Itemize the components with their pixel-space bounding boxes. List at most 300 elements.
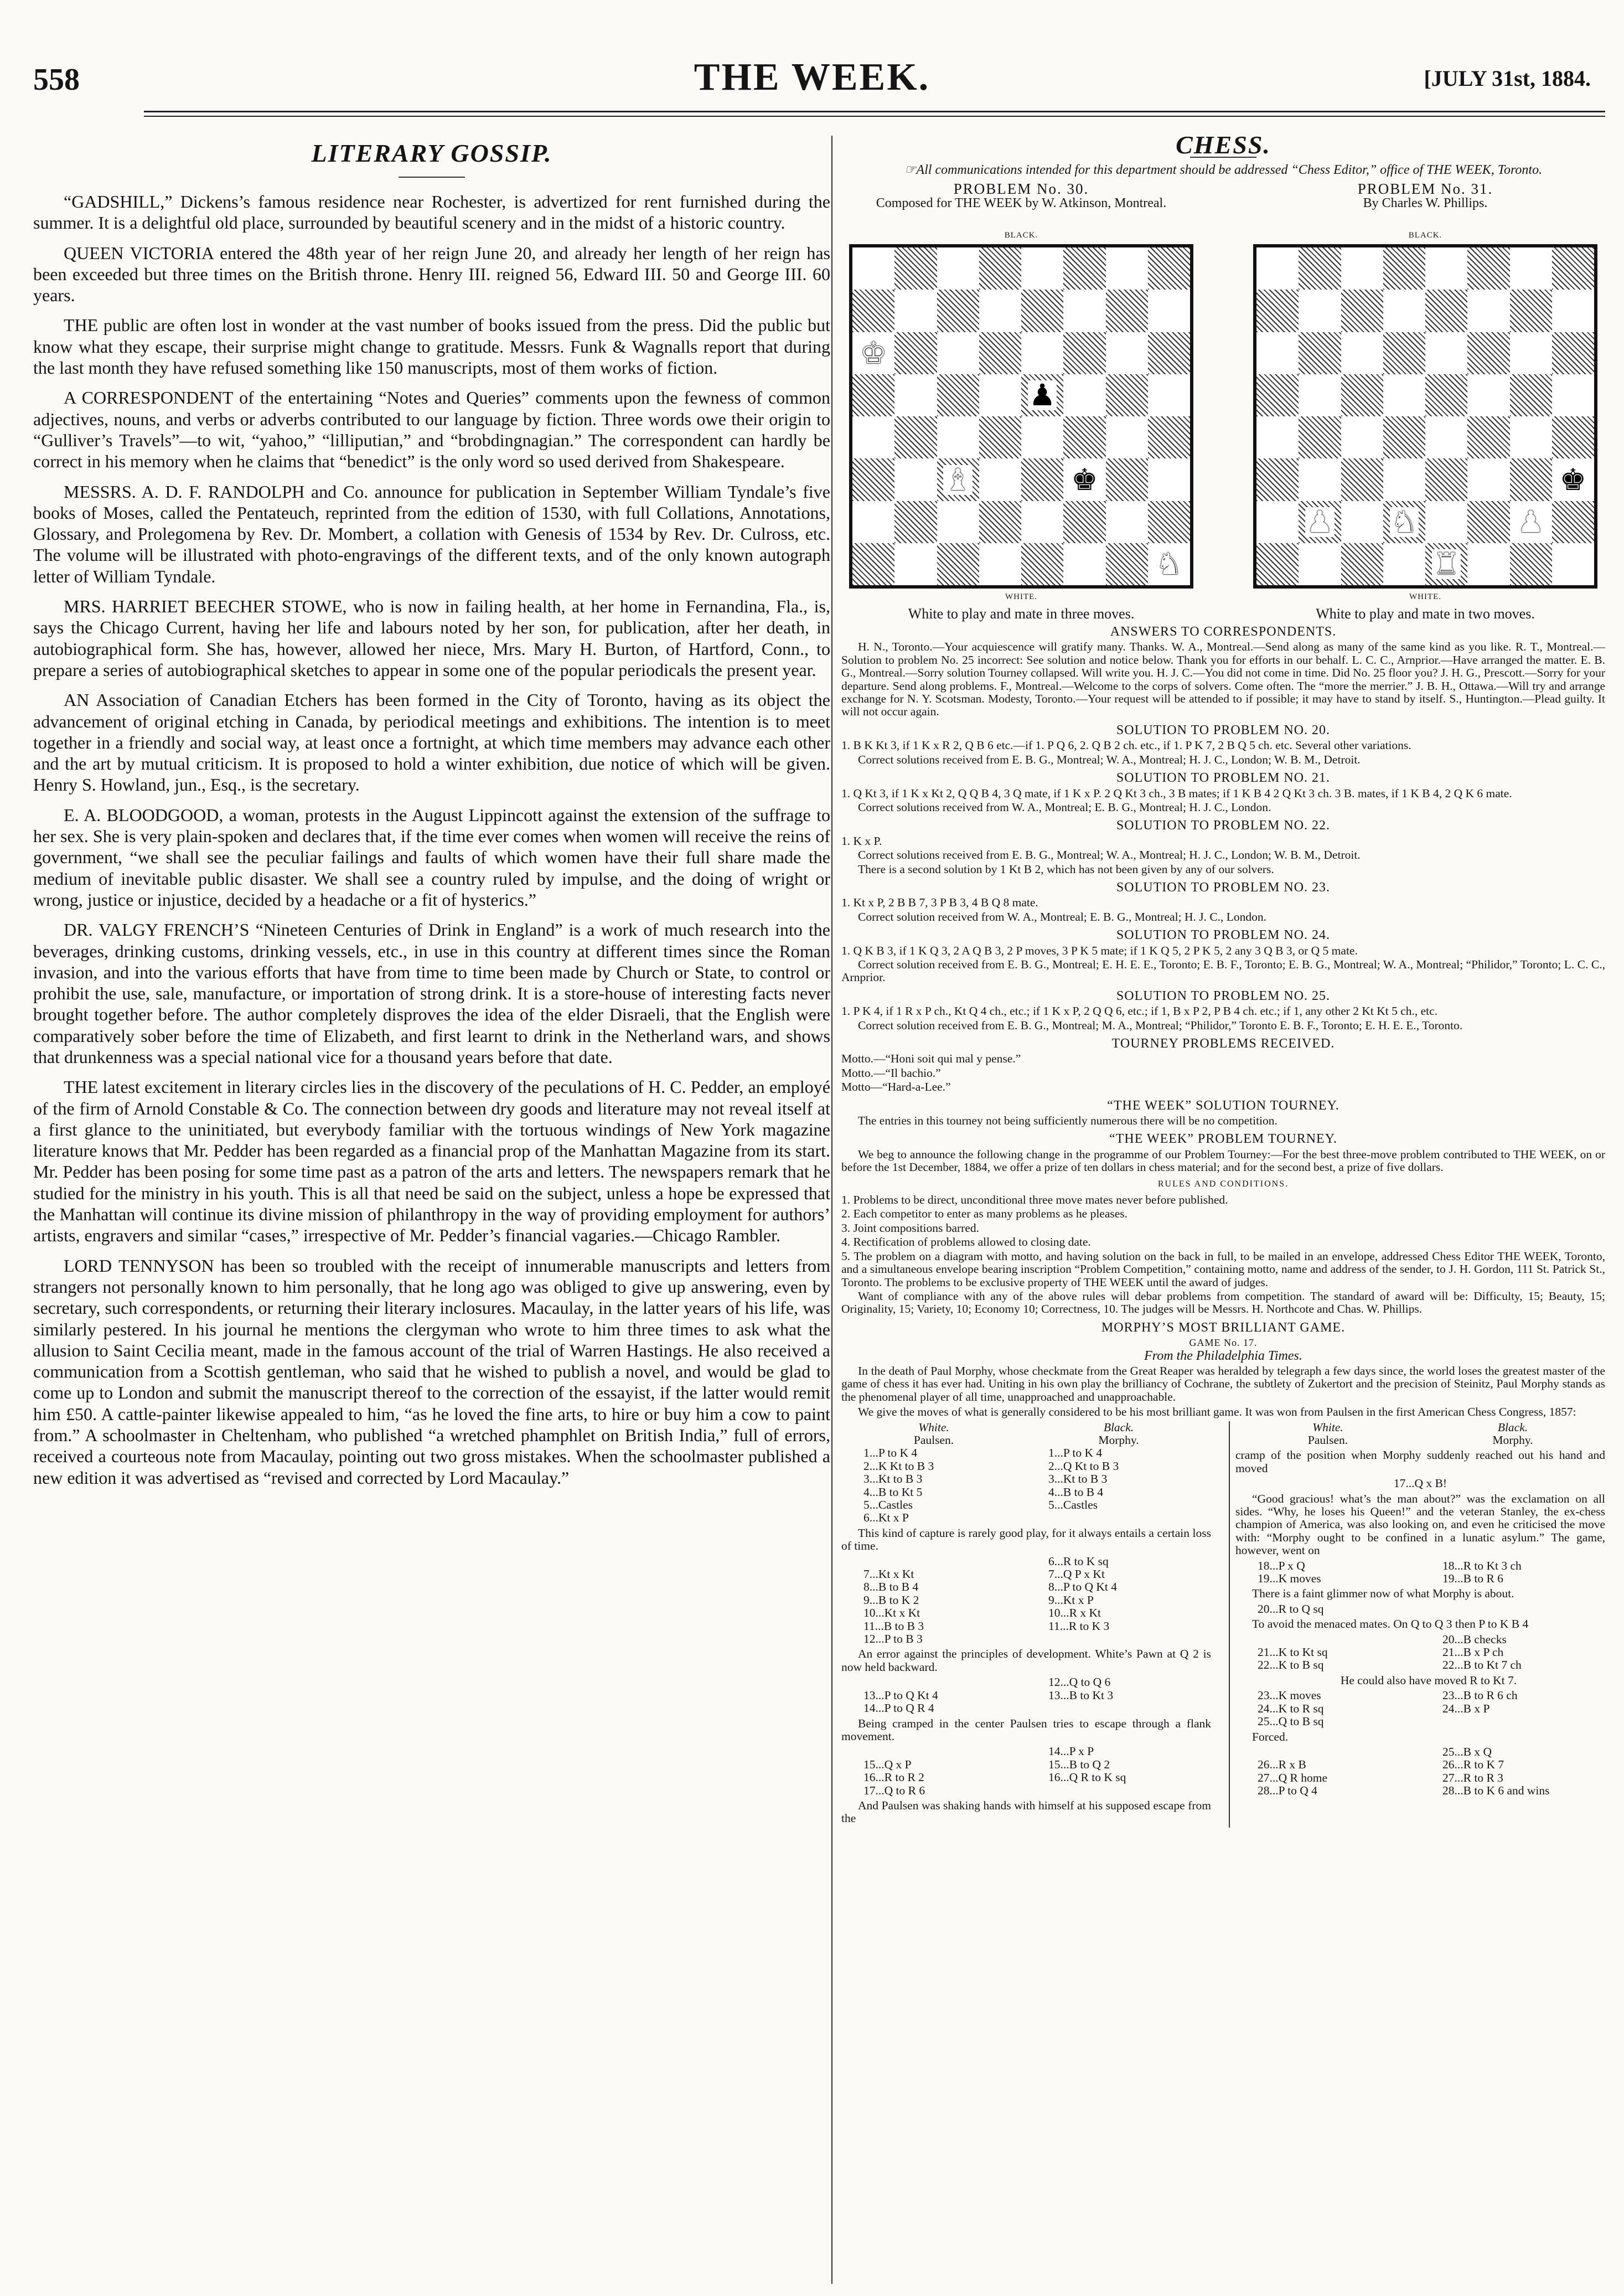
black-move: 19...B to R 6 xyxy=(1442,1572,1503,1586)
rules-heading: RULES AND CONDITIONS. xyxy=(1157,1179,1289,1189)
board-square xyxy=(1106,247,1148,290)
board-square xyxy=(1148,416,1190,458)
board-square xyxy=(894,458,937,501)
black-move: 26...R to K 7 xyxy=(1442,1758,1504,1772)
board-square xyxy=(1063,374,1105,416)
board-square xyxy=(1467,501,1509,543)
board-square xyxy=(1256,501,1299,543)
white-move: 14...P to Q R 4 xyxy=(863,1701,934,1715)
move-row xyxy=(841,1460,1211,1473)
solution-line: There is a second solution by 1 Kt B 2, which has not been given by any of our solvers. xyxy=(858,862,1274,876)
move-row xyxy=(1235,1646,1605,1659)
black-move xyxy=(1026,1702,1211,1715)
board-square xyxy=(1063,458,1105,501)
board-square xyxy=(1256,458,1299,501)
white-move: 19...K moves xyxy=(1258,1572,1321,1586)
move-list xyxy=(841,1676,1211,1715)
board-square xyxy=(1425,374,1467,416)
move-row xyxy=(841,1473,1211,1485)
move-list xyxy=(841,1745,1211,1797)
board-square xyxy=(1106,374,1148,416)
board-square xyxy=(1467,374,1509,416)
white-move: 9...B to K 2 xyxy=(863,1593,919,1607)
problem-caption: White to play and mate in two moves. xyxy=(1316,605,1535,622)
move-row xyxy=(841,1568,1211,1581)
board-square xyxy=(1383,374,1425,416)
board-square xyxy=(1510,416,1552,458)
black-move: 12...Q to Q 6 xyxy=(1048,1675,1111,1689)
black-move: 3...Kt to B 3 xyxy=(1048,1472,1108,1486)
game-note: “Good gracious! what’s the man about?” was the exclamation on all sides. “Why, he loses his Queen!” and the veteran Stanley, the ex-chess champion of America, was also looking on, and even he criticised the move with: “Morphy ought to be confined in a lunatic asylum.” The game, however, went on xyxy=(1235,1492,1605,1557)
white-move: 25...Q to B sq xyxy=(1258,1715,1324,1729)
game-number: GAME No. 17. xyxy=(1189,1337,1258,1349)
game-note: Being cramped in the center Paulsen tries to escape through a flank movement. xyxy=(841,1716,1211,1743)
board-square xyxy=(1256,543,1299,585)
board-square xyxy=(1299,290,1341,332)
black-move: 16...Q R to K sq xyxy=(1048,1771,1126,1784)
move-row xyxy=(1235,1659,1605,1671)
board-square xyxy=(1063,290,1105,332)
mottos-list xyxy=(841,1052,1605,1093)
board-square xyxy=(979,332,1021,374)
white-move: 3...Kt to B 3 xyxy=(863,1472,923,1486)
black-move: 14...P x P xyxy=(1048,1745,1094,1758)
game-score xyxy=(841,1421,1605,1828)
move-row xyxy=(841,1745,1211,1758)
board-square xyxy=(852,501,894,543)
move-list xyxy=(841,1555,1211,1646)
solution-heading: SOLUTION TO PROBLEM NO. 24. xyxy=(1116,928,1331,943)
board-square xyxy=(1021,332,1063,374)
board-square xyxy=(1148,290,1190,332)
white-move: 28...P to Q 4 xyxy=(1258,1784,1317,1798)
literary-paragraph: “GADSHILL,” Dickens’s famous residence near Rochester, is advertized for rent furnished during the summer. It is a delightful old place, surrounded by beautiful scenery and in the midst of a historic country. xyxy=(33,192,830,233)
board-square xyxy=(1510,458,1552,501)
black-player: Morphy. xyxy=(1098,1433,1139,1447)
game-intro: In the death of Paul Morphy, whose checkmate from the Great Reaper was heralded by telegraph a few days since, the world loses the greatest master of the game of chess it has ever had. Uniting in his own play the brilliancy of Cochrane, the subtlety of Zukertort and the precision of Steinitz, Paul Morphy stands as the phenomenal player of all time, unapproached and unapproachable. xyxy=(841,1364,1605,1404)
board-square xyxy=(1510,247,1552,290)
black-move: 1...P to K 4 xyxy=(1048,1446,1103,1460)
board-square xyxy=(937,332,979,374)
white-king-icon: ♚ xyxy=(860,336,887,370)
white-move: 1...P to K 4 xyxy=(863,1446,918,1460)
board-square xyxy=(937,374,979,416)
board-square xyxy=(1510,332,1552,374)
board-square xyxy=(1299,247,1341,290)
board-square xyxy=(1148,458,1190,501)
literary-paragraph: THE public are often lost in wonder at the vast number of books issued from the press. Did the public but know what they escape, their surprise might change to gratitude. Messrs. Funk & Wagnalls report that during the last month they have refused something like 150 manuscripts, most of them works of fiction. xyxy=(33,315,830,378)
board-square xyxy=(1383,458,1425,501)
move-row xyxy=(841,1555,1211,1568)
problem-heading: PROBLEM No. 31. xyxy=(1357,180,1493,198)
move-row xyxy=(1235,1702,1605,1715)
board-square xyxy=(1021,543,1063,585)
white-player: Paulsen. xyxy=(1307,1433,1348,1447)
white-move: 6...Kt x P xyxy=(863,1511,909,1525)
white-move xyxy=(1235,1746,1420,1758)
game-note: There is a faint glimmer now of what Morphy is about. xyxy=(1252,1587,1514,1601)
move-row xyxy=(841,1607,1211,1619)
white-move: 8...B to B 4 xyxy=(863,1580,919,1594)
board-square xyxy=(852,374,894,416)
white-move: 27...Q R home xyxy=(1258,1771,1328,1784)
board-square xyxy=(979,458,1021,501)
board-square xyxy=(1383,247,1425,290)
board-square xyxy=(894,501,937,543)
board-square xyxy=(852,247,894,290)
board-square xyxy=(894,290,937,332)
solution-line: Correct solution received from W. A., Montreal; E. B. G., Montreal; H. J. C., London. xyxy=(858,910,1267,923)
board-square xyxy=(852,458,894,501)
board-square xyxy=(1467,543,1509,585)
black-move: 9...Kt x P xyxy=(1048,1593,1094,1607)
literary-paragraph: AN Association of Canadian Etchers has been formed in the City of Toronto, having as its object the advancement of original etching in Canada, by periodical meetings and exhibitions. The intention is to meet together in a friendly and social way, at least once a fortnight, at which time members may advance each other and the art by mutual criticism. It is proposed to hold a winter exhibition, due notice of which will be given. Henry S. Howland, jun., Esq., is the secretary. xyxy=(33,690,830,795)
editor-note: ☞All communications intended for this department should be addressed “Chess Editor,” office of THE WEEK, Toronto. xyxy=(904,163,1543,178)
board-square xyxy=(1148,501,1190,543)
chess-board-31 xyxy=(1253,244,1597,589)
board-square xyxy=(1021,458,1063,501)
board-square xyxy=(1106,332,1148,374)
column-divider xyxy=(831,136,832,2284)
board-square xyxy=(1425,501,1467,543)
board-square xyxy=(1425,247,1467,290)
black-label: BLACK. xyxy=(1408,230,1442,240)
black-move: 22...B to Kt 7 ch xyxy=(1442,1658,1522,1672)
white-move xyxy=(841,1676,1026,1689)
white-move: 22...K to B sq xyxy=(1258,1658,1324,1672)
game-note: He could also have moved R to Kt 7. xyxy=(1340,1673,1517,1687)
white-move: 10...Kt x Kt xyxy=(863,1606,920,1620)
literary-gossip-title: LITERARY GOSSIP. xyxy=(311,139,552,167)
white-move xyxy=(841,1555,1026,1568)
white-heading: White. xyxy=(1312,1420,1343,1434)
board-square xyxy=(1063,501,1105,543)
black-label: BLACK. xyxy=(1004,230,1038,240)
board-square xyxy=(1425,290,1467,332)
move-list xyxy=(1235,1560,1605,1586)
board-square xyxy=(852,416,894,458)
answers-heading: ANSWERS TO CORRESPONDENTS. xyxy=(1110,625,1337,639)
black-move: 15...B to Q 2 xyxy=(1048,1757,1110,1771)
solution-tourney-text: The entries in this tourney not being sufficiently numerous there will be no competition. xyxy=(858,1114,1278,1128)
move-row xyxy=(1235,1758,1605,1771)
board-square xyxy=(1552,543,1594,585)
literary-paragraph: E. A. BLOODGOOD, a woman, protests in the August Lippincott against the extension of the suffrage to her sex. She is very plain-spoken and declares that, if the time ever comes when women will receive the reins of government, “we shall see the peculiar failings and faults of which women have their full share made the medium of inevitable public disaster. We shall see a country ruled by impulse, and the doing of wright or wrong, justice or injustice, decided by a headache or a fit of hysterics.” xyxy=(33,804,830,910)
problem-30 xyxy=(841,180,1201,622)
board-square xyxy=(1106,416,1148,458)
move-row xyxy=(841,1702,1211,1715)
board-square xyxy=(1148,332,1190,374)
black-move: 28...B to K 6 and wins xyxy=(1442,1784,1550,1798)
literary-paragraph: DR. VALGY FRENCH’S “Nineteen Centuries of Drink in England” is a work of much research into the beverages, drinking customs, drinking vessels, etc., in use in this country at different times since the Roman invasion, and into the various efforts that have from time to time been made by Church or State, to control or prohibit the use, sale, manufacture, or importation of strong drink. It is a store-house of interesting facts never brought together before. The author completely disproves the idea of the elder Disraeli, that the English were comparatively sober before the time of Elizabeth, and first learnt to drink in the Netherland wars, and shows that drunkenness was a special national vice for a thousand years before that date. xyxy=(33,920,830,1067)
move-list xyxy=(1235,1633,1605,1672)
black-move: 25...B x Q xyxy=(1442,1745,1492,1758)
problem-tourney-heading: “THE WEEK” PROBLEM TOURNEY. xyxy=(1109,1132,1337,1147)
black-move xyxy=(1026,1511,1211,1524)
board-square xyxy=(1510,290,1552,332)
board-square xyxy=(1467,458,1509,501)
solution-line: 1. Q K B 3, if 1 K Q 3, 2 A Q B 3, 2 P moves, 3 P K 5 mate; if 1 K Q 5, 2 P K 5, 2 any 3 Q B 3, or Q 5 mate. xyxy=(841,943,1358,957)
board-square xyxy=(1063,332,1105,374)
board-square xyxy=(1467,332,1509,374)
white-move: 17...Q to R 6 xyxy=(863,1783,925,1797)
board-square xyxy=(1256,247,1299,290)
solution-line: 1. Q Kt 3, if 1 K x Kt 2, Q Q B 4, 3 Q mate, if 1 K x P. 2 Q Kt 3 ch., 3 B mates; if 1 K B 4 2 Q Kt 3 ch. 3 B. mates, if 1 K B 4, 2 Q K 6 mate. xyxy=(841,786,1512,800)
move-row xyxy=(841,1758,1211,1771)
board-square xyxy=(937,501,979,543)
game-note: cramp of the position when Morphy suddenly reached out his hand and moved xyxy=(1235,1448,1605,1475)
board-square xyxy=(1148,247,1190,290)
rule-item: 4. Rectification of problems allowed to closing date. xyxy=(841,1235,1091,1249)
move-list xyxy=(1235,1603,1605,1616)
move-row xyxy=(1235,1772,1605,1784)
board-square xyxy=(1425,458,1467,501)
white-player: Paulsen. xyxy=(913,1433,954,1447)
problem-tourney-text: We beg to announce the following change in the programme of our Problem Tourney:—For the best three-move problem contributed to THE WEEK, on or before the 1st December, 1884, we offer a prize of ten dollars in chess material; and for the second best, a prize of five dollars. xyxy=(841,1147,1605,1174)
board-square xyxy=(979,247,1021,290)
board-square xyxy=(1106,543,1148,585)
black-move: 5...Castles xyxy=(1048,1498,1098,1511)
board-square xyxy=(1063,416,1105,458)
board-square xyxy=(1383,290,1425,332)
masthead-title: THE WEEK. xyxy=(694,56,930,99)
solution-line: Correct solutions received from E. B. G., Montreal; W. A., Montreal; H. J. C., London; W. B. M., Detroit. xyxy=(858,848,1361,862)
game-column-2 xyxy=(1229,1421,1605,1828)
move-row xyxy=(841,1447,1211,1459)
black-move: 4...B to B 4 xyxy=(1048,1485,1104,1499)
black-heading: Black. xyxy=(1103,1420,1134,1434)
white-move: 23...K moves xyxy=(1258,1689,1321,1702)
solution-heading: SOLUTION TO PROBLEM NO. 22. xyxy=(1116,818,1331,833)
tourney-motto: Motto.—“Honi soit qui mal y pense.” xyxy=(841,1052,1021,1066)
board-square xyxy=(1299,374,1341,416)
move-row xyxy=(1235,1633,1605,1646)
board-square xyxy=(852,290,894,332)
board-square xyxy=(1148,374,1190,416)
board-square xyxy=(1510,501,1552,543)
board-square xyxy=(1383,543,1425,585)
board-square xyxy=(1341,543,1383,585)
white-move: 12...P to B 3 xyxy=(863,1632,923,1646)
black-move xyxy=(1026,1633,1211,1645)
board-square xyxy=(1425,416,1467,458)
tourney-motto: Motto—“Hard-a-Lee.” xyxy=(841,1080,951,1094)
game-source: From the Philadelphia Times. xyxy=(1144,1348,1302,1363)
white-move xyxy=(1235,1633,1420,1646)
black-move: 8...P to Q Kt 4 xyxy=(1048,1580,1118,1594)
answers-text: H. N., Toronto.—Your acquiescence will gratify many. Thanks. W. A., Montreal.—Send along as many of the same kind as you like. R. T., Montreal.—Solution to problem No. 25 incorrect: See solution and notice below. Thank you for efforts in our behalf. L. C. C., Arnprior.—Have arranged the matter. E. B. G., Montreal.—Sorry solution Tourney collapsed. Will write you. H. J. C.—You did not come in time. Did No. 25 floor you? J. H. G., Prescott.—Sorry for your departure. Send along problems. F., Montreal.—Welcome to the corps of solvers. Come often. The “more the merrier.” J. B. H., Ottawa.—Will try and arrange exchange for N. Y. Scotsman. Modesty, Toronto.—Your request will be attended to if possible; it may have to stand by itself. S., Huntington.—Plead guilty. It will not occur again. xyxy=(841,640,1605,719)
white-move: 7...Kt x Kt xyxy=(863,1567,914,1581)
white-move: 26...R x B xyxy=(1258,1758,1306,1772)
white-move: 20...R to Q sq xyxy=(1258,1602,1324,1616)
white-move: 21...K to Kt sq xyxy=(1258,1645,1328,1659)
board-square xyxy=(1106,458,1148,501)
board-square xyxy=(1552,458,1594,501)
board-square xyxy=(894,332,937,374)
game-note: To avoid the menaced mates. On Q to Q 3 then P to K B 4 xyxy=(1252,1617,1529,1631)
black-move: 11...R to K 3 xyxy=(1048,1619,1110,1633)
chess-title: CHESS. xyxy=(1176,131,1271,159)
black-move: 24...B x P xyxy=(1442,1701,1490,1715)
board-square xyxy=(979,501,1021,543)
board-square xyxy=(852,332,894,374)
move-list xyxy=(1235,1689,1605,1728)
board-square xyxy=(1341,374,1383,416)
board-square xyxy=(1510,374,1552,416)
board-square xyxy=(894,543,937,585)
problem-credit: By Charles W. Phillips. xyxy=(1363,195,1488,210)
board-square xyxy=(1299,416,1341,458)
board-square xyxy=(1256,332,1299,374)
solution-line: Correct solutions received from E. B. G., Montreal; W. A., Montreal; H. J. C., London; W. B. M., Detroit. xyxy=(858,752,1361,766)
rule-item: Want of compliance with any of the above rules will debar problems from competition. The standard of award will be: Difficulty, 15; Beauty, 15; Originality, 15; Variety, 10; Economy 10; Correctness, 10. The judges will be Messrs. H. Northcote and Chas. W. Phillips. xyxy=(841,1289,1605,1316)
board-square xyxy=(937,543,979,585)
white-move xyxy=(841,1745,1026,1758)
white-move: 16...R to R 2 xyxy=(863,1771,924,1784)
white-move: 11...B to B 3 xyxy=(863,1619,924,1633)
white-move: 2...K Kt to B 3 xyxy=(863,1459,934,1473)
literary-paragraph: MRS. HARRIET BEECHER STOWE, who is now in failing health, at her home in Fernandina, Fla., is, says the Chicago Current, having her life and labours noted by her son, for publication, after her death, in autobiographical form. She has, however, allowed her niece, Mrs. Mary H. Burton, of Hartford, Conn., to prepare a series of autobiographical sketches to appear in some one of the popular periodicals the present year. xyxy=(33,596,830,680)
board-square xyxy=(1341,458,1383,501)
board-square xyxy=(1021,247,1063,290)
move-row xyxy=(841,1620,1211,1633)
board-square xyxy=(1341,332,1383,374)
board-square xyxy=(1021,501,1063,543)
board-square xyxy=(1341,290,1383,332)
problem-caption: White to play and mate in three moves. xyxy=(908,605,1135,622)
black-move xyxy=(1420,1603,1605,1616)
tourney-motto: Motto.—“Il bachio.” xyxy=(841,1066,941,1080)
black-move: 27...R to R 3 xyxy=(1442,1771,1503,1784)
solution-line: Correct solutions received from W. A., Montreal; E. B. G., Montreal; H. J. C., London. xyxy=(858,800,1271,814)
move-row xyxy=(1235,1603,1605,1616)
rule-item: 2. Each competitor to enter as many problems as he pleases. xyxy=(841,1207,1128,1221)
board-square xyxy=(979,290,1021,332)
black-move: 21...B x P ch xyxy=(1442,1645,1504,1659)
move-row xyxy=(841,1511,1211,1524)
move-row xyxy=(1235,1715,1605,1728)
board-square xyxy=(1148,543,1190,585)
board-square xyxy=(1467,247,1509,290)
header-rule-thin xyxy=(144,116,1605,117)
solution-line: Correct solution received from E. B. G., Montreal; M. A., Montreal; “Philidor,” Toronto E. B. F., Toronto; E. H. E. E., Toronto. xyxy=(858,1018,1463,1032)
black-move xyxy=(1420,1715,1605,1728)
board-square xyxy=(852,543,894,585)
literary-gossip-column xyxy=(33,138,830,1497)
white-bishop-icon: ♝ xyxy=(944,463,971,497)
literary-paragraph: A CORRESPONDENT of the entertaining “Notes and Queries” comments upon the fewness of common adjectives, nouns, and verbs or adverbs contributed to our language by fiction. Three words owe their origin to “Gulliver’s Travels”—to wit, “yahoo,” “lilliputian,” and “brobdingnagian.” The correspondent can hardly be correct in his memory when he claims that “benedict” is the only word so used derived from Shakespeare. xyxy=(33,388,830,472)
board-square xyxy=(1021,290,1063,332)
board-square xyxy=(1256,290,1299,332)
problems-row xyxy=(841,180,1605,622)
board-square xyxy=(979,416,1021,458)
black-move xyxy=(1026,1784,1211,1797)
literary-paragraph: LORD TENNYSON has been so troubled with the receipt of innumerable manuscripts and letters from strangers not personally known to him personally, that he long ago was obliged to give up answering, even by secretary, such correspondents, or returning their literary inclosures. Macaulay, in the latter years of his life, was similarly pestered. In his journal he mentions the clergyman who wrote to him three times to ask what the allusion to Saint Cecilia meant, made in the famous account of the trial of Warren Hastings. He also received a communication from a Scottish gentleman, who said that he wished to publish a novel, and would be glad to come up to London and submit the manuscript thereof to the correction of the essayist, if the latter would remit him £50. A cattle-painter likewise appealed to him, “as he loved the fine arts, to hire or buy him a cow to paint from.” A schoolmaster in Cheltenham, who published “a wretched phamphlet on British India,” full of errors, received a courteous note from Macaulay, pointing out two gross mistakes. When the schoolmaster published a new edition it was advertised as “revised and corrected by Lord Macaulay.” xyxy=(33,1255,830,1488)
move-list xyxy=(841,1447,1211,1524)
board-square xyxy=(937,247,979,290)
board-square xyxy=(979,374,1021,416)
literary-paragraphs xyxy=(33,191,830,1488)
white-knight-icon: ♞ xyxy=(1155,548,1183,581)
problem-heading: PROBLEM No. 30. xyxy=(953,180,1089,198)
literary-paragraph: MESSRS. A. D. F. RANDOLPH and Co. announce for publication in September William Tyndale’s five books of Moses, called the Pentateuch, reprinted from the edition of 1530, with full Collations, Annotations, Glossary, and Prolegomena by Rev. Dr. Mombert, a collation with Genesis of 1534 by Rev. Dr. Culross, etc. The volume will be illustrated with photo-engravings of the different texts, and of the only known autograph letter of William Tyndale. xyxy=(33,481,830,586)
board-square xyxy=(1106,290,1148,332)
page-number: 558 xyxy=(33,63,80,97)
move-row xyxy=(841,1676,1211,1689)
black-move: 20...B checks xyxy=(1442,1632,1507,1646)
game-note: An error against the principles of development. White’s Pawn at Q 2 is now held backward. xyxy=(841,1647,1211,1674)
game-intro: We give the moves of what is generally considered to be his most brilliant game. It was won from Paulsen in the first American Chess Congress, 1857: xyxy=(858,1405,1576,1419)
board-square xyxy=(937,416,979,458)
solution-line: 1. B K Kt 3, if 1 K x R 2, Q B 6 etc.—if 1. P Q 6, 2. Q B 2 ch. etc., if 1. P K 7, 2 B Q 5 ch. etc. Several other variations. xyxy=(841,739,1411,752)
white-move: 15...Q x P xyxy=(863,1757,912,1771)
board-square xyxy=(1383,416,1425,458)
move-row xyxy=(841,1771,1211,1784)
problem-31 xyxy=(1245,180,1605,622)
board-square xyxy=(1106,501,1148,543)
black-move: 23...B to R 6 ch xyxy=(1442,1689,1518,1702)
chess-board-30 xyxy=(849,244,1193,589)
board-square xyxy=(1063,247,1105,290)
chess-column xyxy=(841,131,1605,1828)
black-move: 18...R to Kt 3 ch xyxy=(1442,1559,1522,1572)
issue-date: [JULY 31st, 1884. xyxy=(1424,66,1591,91)
solution-line: 1. P K 4, if 1 R x P ch., Kt Q 4 ch., etc.; if 1 K x P, 2 Q Q 6, etc.; if 1, B x P 2, P B 4 ch. etc.; if 1, any other 2 Kt Kt 5 ch., etc. xyxy=(841,1004,1438,1018)
white-move: 18...P x Q xyxy=(1258,1559,1305,1572)
board-square xyxy=(1552,290,1594,332)
move-row xyxy=(1235,1560,1605,1572)
solutions-list xyxy=(841,724,1605,1032)
white-heading: White. xyxy=(918,1420,949,1434)
black-move: 2...Q Kt to B 3 xyxy=(1048,1459,1119,1473)
game-move: 17...Q x B! xyxy=(1393,1477,1447,1490)
board-square xyxy=(1552,374,1594,416)
board-square xyxy=(1341,247,1383,290)
move-row xyxy=(841,1486,1211,1499)
board-square xyxy=(1552,501,1594,543)
solution-line: 1. K x P. xyxy=(841,834,882,848)
black-king-icon: ♚ xyxy=(1071,463,1098,497)
title-rule xyxy=(399,177,465,178)
board-square xyxy=(1256,374,1299,416)
board-square xyxy=(894,247,937,290)
literary-paragraph: QUEEN VICTORIA entered the 48th year of her reign June 20, and already her length of her reign has been exceeded but three times on the British throne. Henry III. reigned 56, Edward III. 50 and George III. 60 years. xyxy=(33,243,830,306)
game-heading: MORPHY’S MOST BRILLIANT GAME. xyxy=(1101,1320,1346,1335)
move-row xyxy=(841,1581,1211,1593)
move-row xyxy=(841,1689,1211,1702)
game-note: This kind of capture is rarely good play, for it always entails a certain loss of time. xyxy=(841,1526,1211,1553)
black-move: 6...R to K sq xyxy=(1048,1554,1109,1568)
move-row xyxy=(841,1499,1211,1511)
black-player: Morphy. xyxy=(1492,1433,1533,1447)
board-square xyxy=(1510,543,1552,585)
board-square xyxy=(1552,416,1594,458)
move-row xyxy=(841,1784,1211,1797)
board-square xyxy=(1256,416,1299,458)
board-square xyxy=(1299,458,1341,501)
game-note: And Paulsen was shaking hands with himself at his supposed escape from the xyxy=(841,1798,1211,1825)
board-square xyxy=(937,290,979,332)
board-square xyxy=(1341,501,1383,543)
rules-list xyxy=(841,1194,1605,1316)
board-square xyxy=(1299,543,1341,585)
literary-paragraph: THE latest excitement in literary circles lies in the discovery of the peculations of H. C. Pedder, an employé of the firm of Arnold Constable & Co. The connection between dry goods and literature may not reveal itself at a first glance to the uninitiated, but everybody familiar with the tortuous windings of New York magazine literature knows that Mr. Pedder has been regarded as a financial prop of the Manhattan Magazine from its start. Mr. Pedder has been posing for some time past as a patron of the arts and letters. The newspapers remark that he studied for the ministry in his youth. This is all that need be said on the subject, unless a hope be expressed that the Manhattan will continue its divine mission of philanthropy in the way of providing employment for authors’ artists, engravers and similar “cases,” irrespective of Mr. Pedder’s financial vagaries.—Chicago Rambler. xyxy=(33,1077,830,1246)
board-square xyxy=(1383,332,1425,374)
white-pawn-icon: ♟ xyxy=(1517,505,1544,539)
white-move: 4...B to Kt 5 xyxy=(863,1485,923,1499)
solution-heading: SOLUTION TO PROBLEM NO. 23. xyxy=(1116,880,1331,895)
solution-tourney-heading: “THE WEEK” SOLUTION TOURNEY. xyxy=(1107,1098,1339,1113)
